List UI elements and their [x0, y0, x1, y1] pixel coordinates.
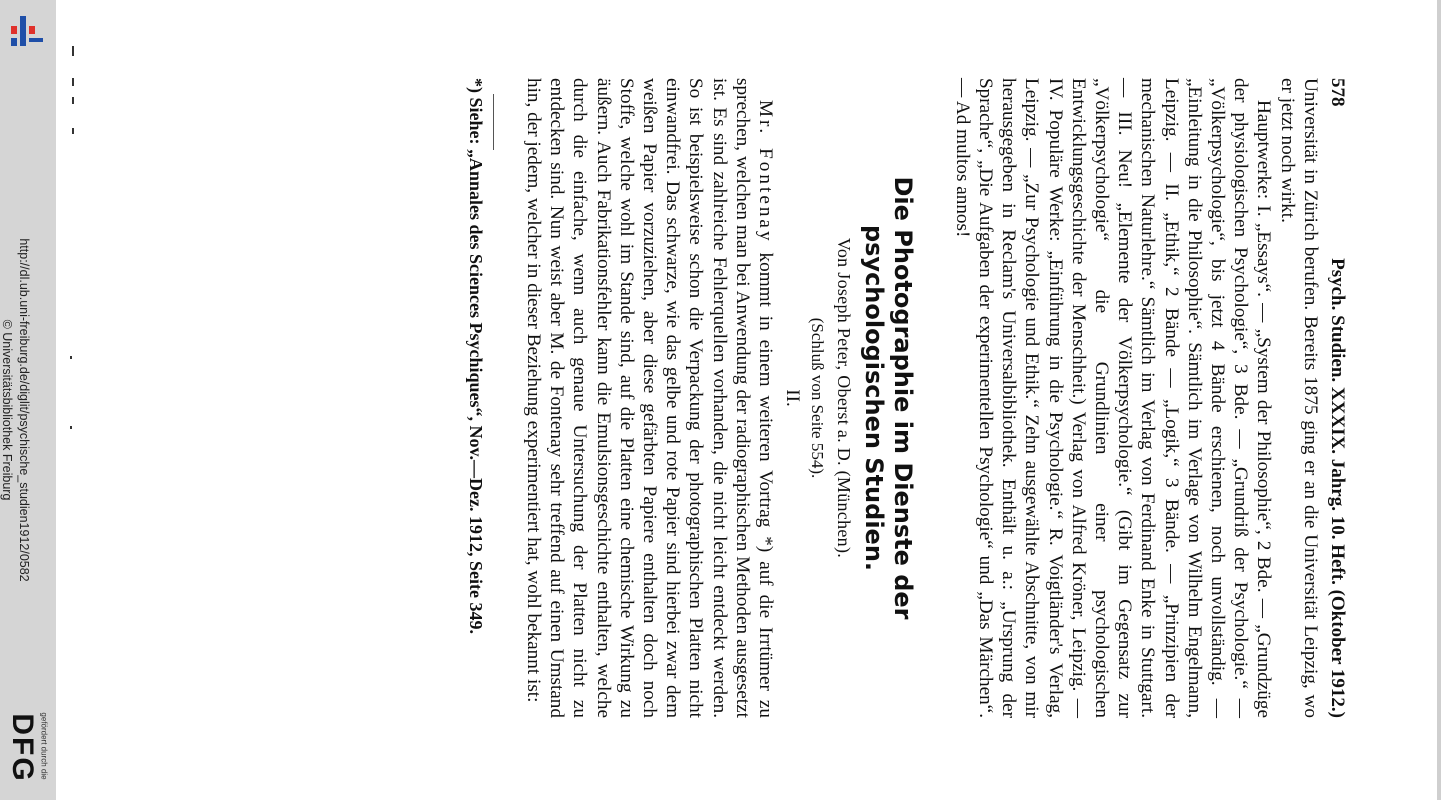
- margin-mark: [72, 97, 74, 104]
- margin-mark: [72, 128, 74, 134]
- page-number: 578: [1327, 78, 1348, 107]
- margin-mark: [70, 356, 72, 359]
- article-source: (Schluß von Seite 554).: [808, 317, 828, 479]
- footnote-rule: [493, 94, 494, 150]
- dfg-logo[interactable]: DFG: [6, 713, 39, 783]
- margin-mark: [70, 426, 72, 429]
- viewer-edge: [1437, 0, 1441, 800]
- copyright-notice: © Universitätsbibliothek Freiburg: [0, 319, 14, 501]
- document-page-area: [218, 64, 1370, 732]
- body-name: Mr. Fontenay: [754, 100, 776, 244]
- intro-paragraph: Universität in Zürich berufen. Bereits 1875 ging er an die Universität Leipzig, wo er jetzt noch wirkt.: [1276, 78, 1321, 718]
- margin-mark: [72, 46, 74, 56]
- page-header: [1326, 78, 1349, 718]
- scanned-page: [239, 78, 1349, 718]
- works-paragraph: Hauptwerke: I. „Essays“. — „System der Philosophie“, 2 Bde. — „Grundzüge der physiologischen Psychologie“, 3 Bde. — „Grundriß der Psychologie.“ — „Völkerpsychologie“, bis jetzt 4 Bände erschienen, noch unvollständig. — „Einleitung in die Philosophie“. Sämtlich im Verlage von Wilhelm Engelmann, Leipzig. — II. „Ethik,“ 2 Bände — „Logik,“ 3 Bände. — „Prinzipien der mechanischen Naturlehre.“ Sämtlich im Verlag von Ferdinand Enke in Stuttgart. — III. Neu! „Elemente der Völkerpsychologie.“ (Gibt im Gegensatz zur „Völkerpsychologie“ die Grundlinien einer psychologischen Entwicklungsgeschichte der Menschheit.) Verlag von Alfred Kröner, Leipzig. — IV. Populäre Werke: „Einführung in die Psychologie.“ R. Voigtländer's Verlag, Leipzig. — „Zur Psychologie und Ethik.“ Zehn ausgewählte Abschnitte, von mir herausgegeben in Reclam's Universalbibliothek. Enthält u. a.: „Ursprung der Sprache“, „Die Aufgaben der experimentellen Psychologie“ und „Das Märchen“. — Ad multos annos!: [951, 78, 1275, 718]
- source-url[interactable]: http://dl.ub.uni-freiburg.de/diglit/psychische_studien1912/0582: [17, 238, 31, 582]
- section-number: II.: [782, 389, 804, 407]
- body-paragraph: [522, 78, 777, 718]
- body-text: kommt in einem weiteren Vortrag *) auf die Irrtümer zu sprechen, welchen man bei Anwendung der radiographischen Methoden ausgesetzt ist. Es sind zahlreiche Fehlerquellen vorhanden, die nicht leicht entdeckt werden. So ist beispielsweise schon die Verpackung der photographischen Platten nicht einwandfrei. Das schwarze, wie das gelbe und rote Papier sind hierbei zwar dem weißen Papier vorzuziehen, aber diese gefärbten Papiere enthalten doch noch Stoffe, welche wohl im Stande sind, auf die Platten eine chemische Wirkung zu äußern. Auch Fabrikationsfehler kann die Emulsionsgeschichte enthalten, welche durch die einfache, wenn auch genaue Untersuchung der Platten nicht zu entdecken sind. Nun weist aber M. de Fontenay sehr treffend auf einen Umstand hin, der jedem, welcher in dieser Beziehung experimentiert hat, wohl bekannt ist:: [522, 78, 776, 718]
- sidebar: [0, 0, 56, 800]
- margin-mark: [72, 78, 74, 86]
- article-byline: Von Joseph Peter, Oberst a. D. (München).: [833, 237, 854, 559]
- article-title: Die Photographie im Dienste der psychologischen Studien.: [859, 176, 917, 620]
- dfg-funding-note: gefördert durch die: [39, 712, 49, 780]
- running-head: Psych. Studien. XXXIX. Jahrg. 10. Heft. (Oktober 1912.): [1327, 258, 1348, 718]
- library-logo-icon[interactable]: [5, 8, 49, 52]
- footnote: *) Siehe: „Annales des Sciences Psychiques“, Nov.—Dez. 1912, Seite 349.: [465, 78, 486, 634]
- source-url-label: [0, 238, 32, 581]
